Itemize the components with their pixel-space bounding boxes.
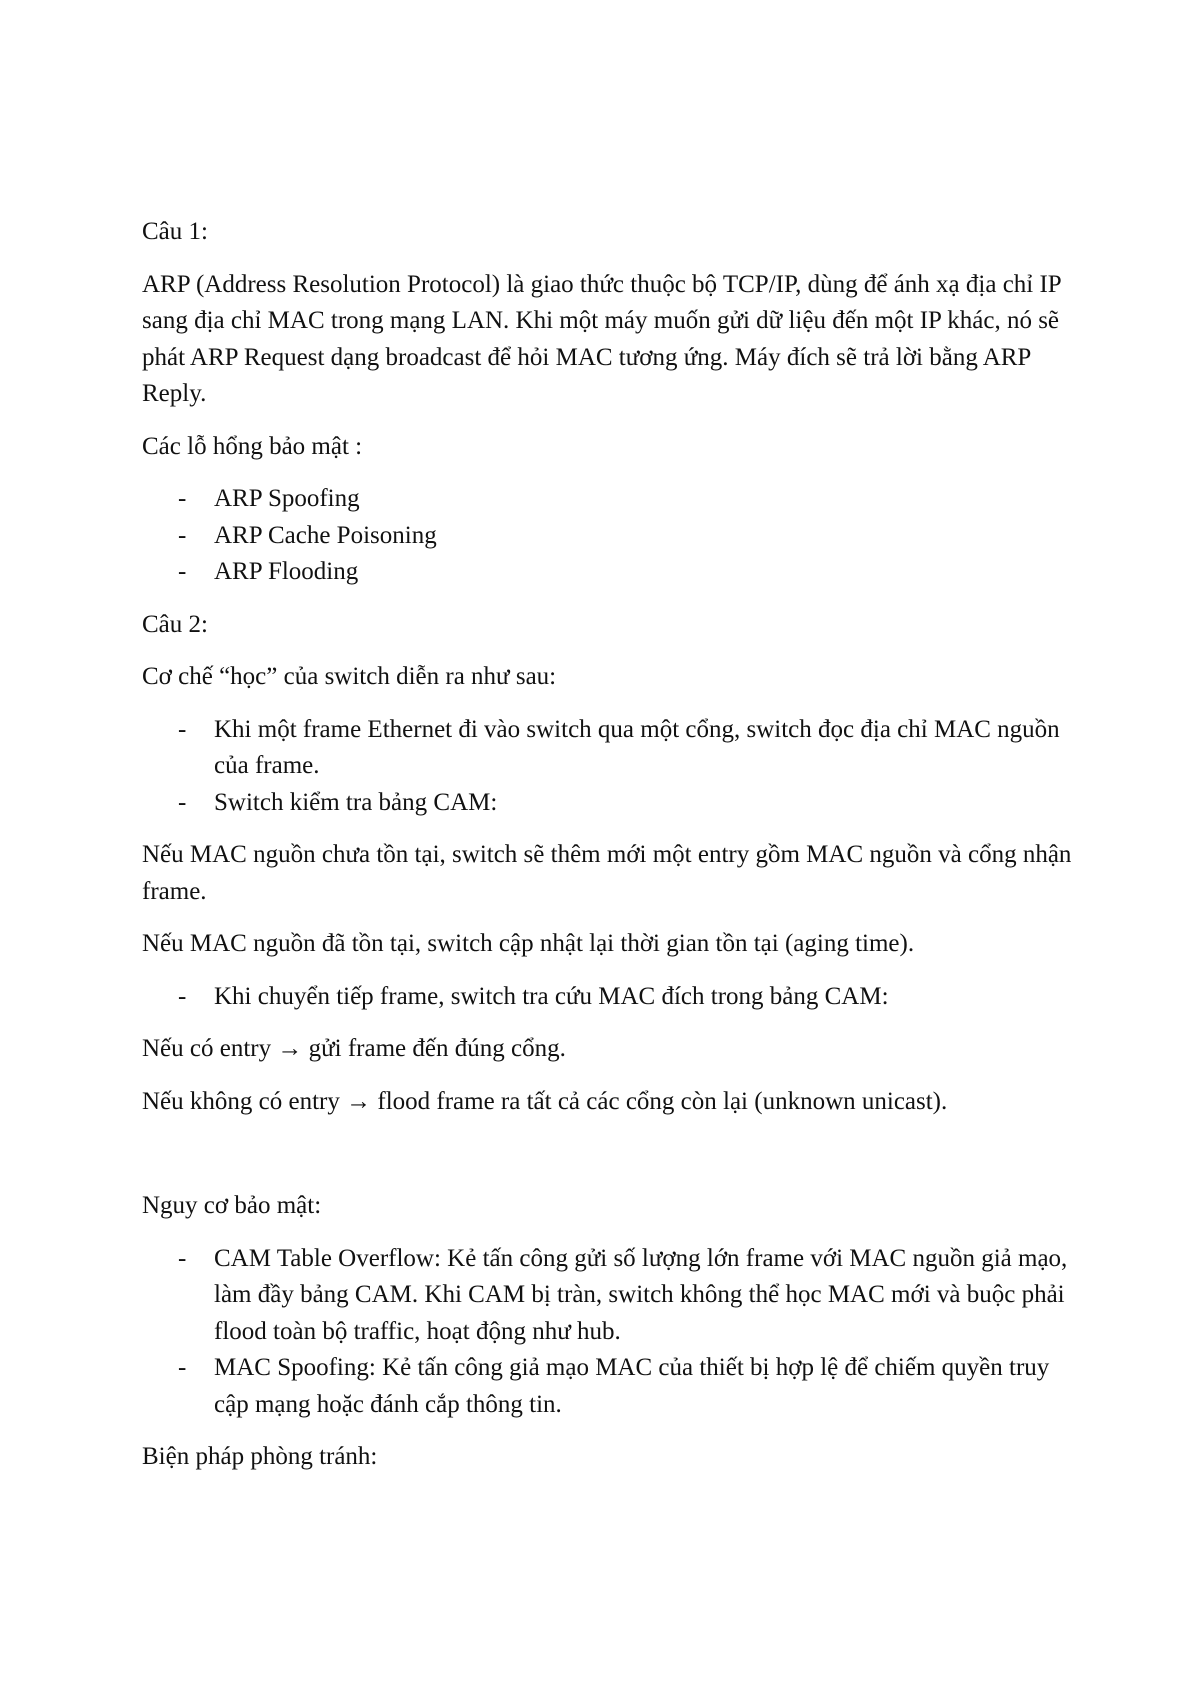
entry-found-text: Nếu có entry → gửi frame đến đúng cổng. <box>142 1035 566 1062</box>
dash-bullet: - <box>178 558 187 585</box>
document-page <box>142 214 1072 1492</box>
cam-existing-entry-text: Nếu MAC nguồn đã tồn tại, switch cập nhật lại thời gian tồn tại (aging time). <box>142 930 915 957</box>
list-item-text: ARP Flooding <box>214 558 359 585</box>
dash-bullet: - <box>178 485 187 512</box>
list-item-text: Switch kiểm tra bảng CAM: <box>214 788 498 816</box>
list-item-text: CAM Table Overflow: Kẻ tấn công gửi số lượng lớn frame với MAC nguồn giả mạo, làm đầy bảng CAM. Khi CAM bị tràn, switch không thể học MAC mới và buộc phải flood toàn bộ traffic, hoạt động như hub. <box>214 1244 1068 1345</box>
dash-bullet: - <box>178 1354 187 1381</box>
list-item-text: Khi chuyển tiếp frame, switch tra cứu MAC đích trong bảng CAM: <box>214 982 889 1010</box>
list-item <box>142 712 1072 785</box>
learning-list <box>142 712 1072 822</box>
learning-intro: Cơ chế “học” của switch diễn ra như sau: <box>142 663 557 690</box>
cam-new-entry-text: Nếu MAC nguồn chưa tồn tại, switch sẽ thêm mới một entry gồm MAC nguồn và cổng nhận frame. <box>142 841 1072 905</box>
dash-bullet: - <box>178 715 187 743</box>
list-item-text: ARP Spoofing <box>214 485 360 512</box>
list-item <box>142 518 1072 555</box>
dash-bullet: - <box>178 982 187 1010</box>
dash-bullet: - <box>178 521 187 549</box>
vulnerabilities-list <box>142 481 1072 591</box>
entry-missing-text: Nếu không có entry → flood frame ra tất cả các cổng còn lại (unknown unicast). <box>142 1087 948 1115</box>
list-item-text: ARP Cache Poisoning <box>214 521 437 549</box>
vulnerabilities-heading: Các lỗ hổng bảo mật : <box>142 432 363 460</box>
forwarding-list <box>142 979 1072 1016</box>
mitigation-heading: Biện pháp phòng tránh: <box>142 1443 378 1470</box>
list-item <box>142 785 1072 822</box>
list-item-text: Khi một frame Ethernet đi vào switch qua một cổng, switch đọc địa chỉ MAC nguồn của frame. <box>214 715 1060 779</box>
list-item <box>142 481 1072 518</box>
q2-heading: Câu 2: <box>142 610 208 638</box>
q1-paragraph: ARP (Address Resolution Protocol) là giao thức thuộc bộ TCP/IP, dùng để ánh xạ địa chỉ IP sang địa chỉ MAC trong mạng LAN. Khi một máy muốn gửi dữ liệu đến một IP khác, nó sẽ phát ARP Request dạng broadcast để hỏi MAC tương ứng. Máy đích sẽ trả lời bằng ARP Reply. <box>142 270 1061 407</box>
q1-heading: Câu 1: <box>142 218 208 245</box>
blank-line <box>142 1136 1072 1188</box>
security-risks-heading: Nguy cơ bảo mật: <box>142 1192 322 1219</box>
list-item-text: MAC Spoofing: Kẻ tấn công giả mạo MAC của thiết bị hợp lệ để chiếm quyền truy cập mạng hoặc đánh cắp thông tin. <box>214 1354 1050 1418</box>
dash-bullet: - <box>178 1244 187 1272</box>
security-risks-list <box>142 1241 1072 1424</box>
list-item <box>142 1241 1072 1351</box>
list-item <box>142 979 1072 1016</box>
dash-bullet: - <box>178 788 187 816</box>
list-item <box>142 554 1072 591</box>
list-item <box>142 1350 1072 1423</box>
